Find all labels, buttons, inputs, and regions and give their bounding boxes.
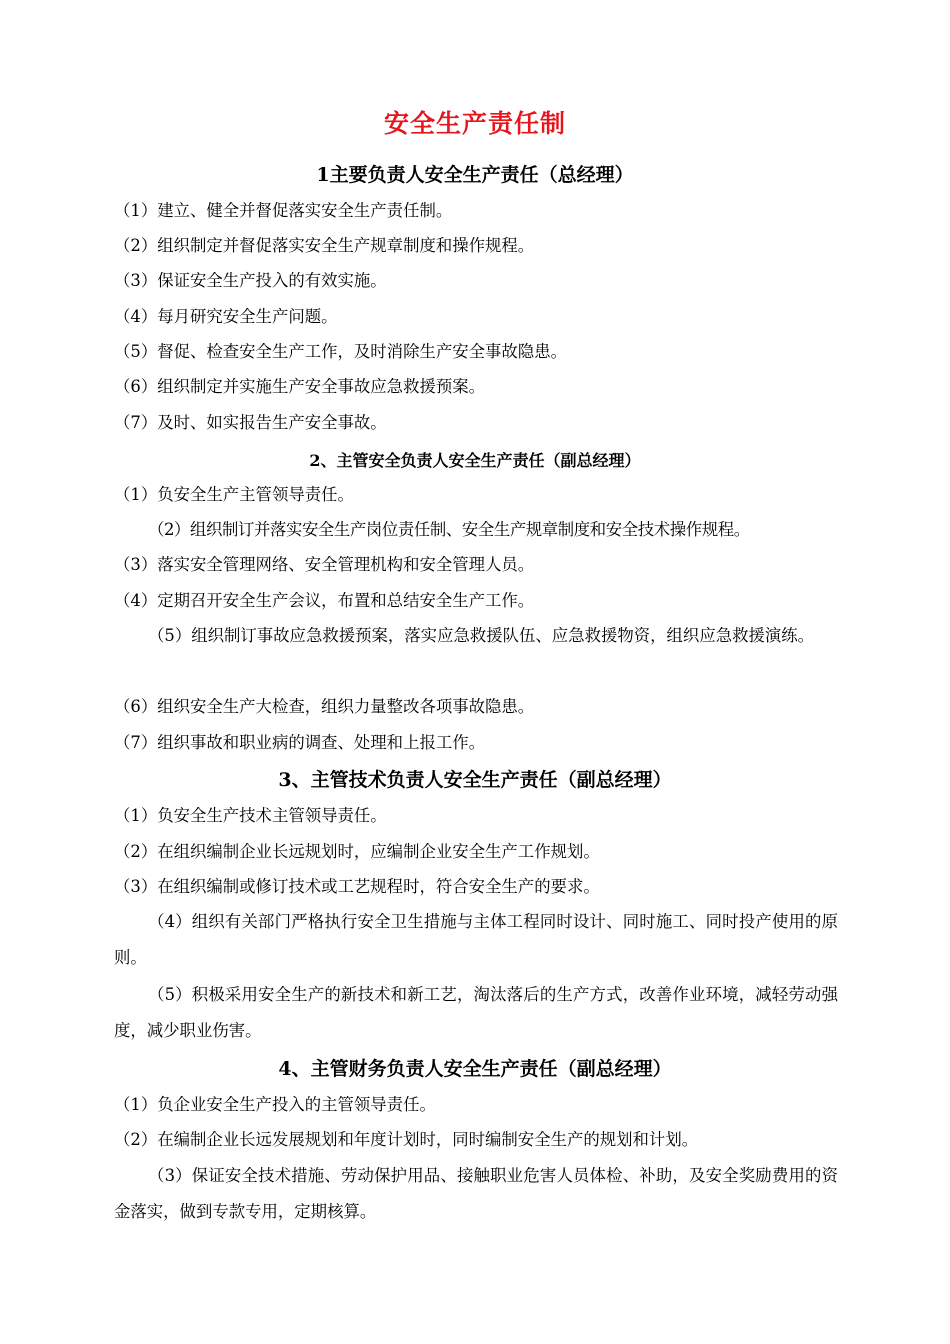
list-item: （2）在组织编制企业长远规划时，应编制企业安全生产工作规划。 bbox=[114, 842, 600, 861]
list-item: （5）组织制订事故应急救援预案，落实应急救援队伍、应急救援物资，组织应急救援演练。 bbox=[148, 626, 815, 645]
list-item: （6）组织安全生产大检查，组织力量整改各项事故隐患。 bbox=[114, 697, 535, 716]
list-item: （5）积极采用安全生产的新技术和新工艺，淘汰落后的生产方式，改善作业环境，减轻劳动强度，减少职业伤害。 bbox=[114, 985, 838, 1040]
list-item: （3）在组织编制或修订技术或工艺规程时，符合安全生产的要求。 bbox=[114, 877, 600, 896]
list-item: （1）负安全生产主管领导责任。 bbox=[114, 485, 354, 504]
list-item: （4）组织有关部门严格执行安全卫生措施与主体工程同时设计、同时施工、同时投产使用的原则。 bbox=[114, 912, 838, 967]
list-item: （2）在编制企业长远发展规划和年度计划时，同时编制安全生产的规划和计划。 bbox=[114, 1130, 699, 1149]
list-item: （1）建立、健全并督促落实安全生产责任制。 bbox=[114, 201, 453, 220]
list-item: （5）督促、检查安全生产工作，及时消除生产安全事故隐患。 bbox=[114, 342, 567, 361]
section-heading-4: 4、主管财务负责人安全生产责任（副总经理） bbox=[278, 1058, 672, 1080]
list-item: （1）负安全生产技术主管领导责任。 bbox=[114, 806, 387, 825]
section-heading-1: 1主要负责人安全生产责任（总经理） bbox=[316, 164, 634, 186]
list-item: （6）组织制定并实施生产安全事故应急救援预案。 bbox=[114, 377, 486, 396]
section-heading-3: 3、主管技术负责人安全生产责任（副总经理） bbox=[278, 769, 672, 791]
list-item: （4）定期召开安全生产会议，布置和总结安全生产工作。 bbox=[114, 591, 535, 610]
list-item: （7）及时、如实报告生产安全事故。 bbox=[114, 413, 387, 432]
section-heading-2: 2、主管安全负责人安全生产责任（副总经理） bbox=[309, 451, 641, 470]
list-item: （3）落实安全管理网络、安全管理机构和安全管理人员。 bbox=[114, 555, 535, 574]
list-item: （2）组织制定并督促落实安全生产规章制度和操作规程。 bbox=[114, 236, 535, 255]
document-title: 安全生产责任制 bbox=[383, 109, 566, 138]
list-item: （1）负企业安全生产投入的主管领导责任。 bbox=[114, 1095, 436, 1114]
list-item: （4）每月研究安全生产问题。 bbox=[114, 307, 338, 326]
list-item: （2）组织制订并落实安全生产岗位责任制、安全生产规章制度和安全技术操作规程。 bbox=[148, 520, 750, 539]
list-item: （7）组织事故和职业病的调查、处理和上报工作。 bbox=[114, 733, 486, 752]
list-item: （3）保证安全生产投入的有效实施。 bbox=[114, 271, 387, 290]
list-item: （3）保证安全技术措施、劳动保护用品、接触职业危害人员体检、补助，及安全奖励费用的资金落实，做到专款专用，定期核算。 bbox=[114, 1166, 838, 1221]
